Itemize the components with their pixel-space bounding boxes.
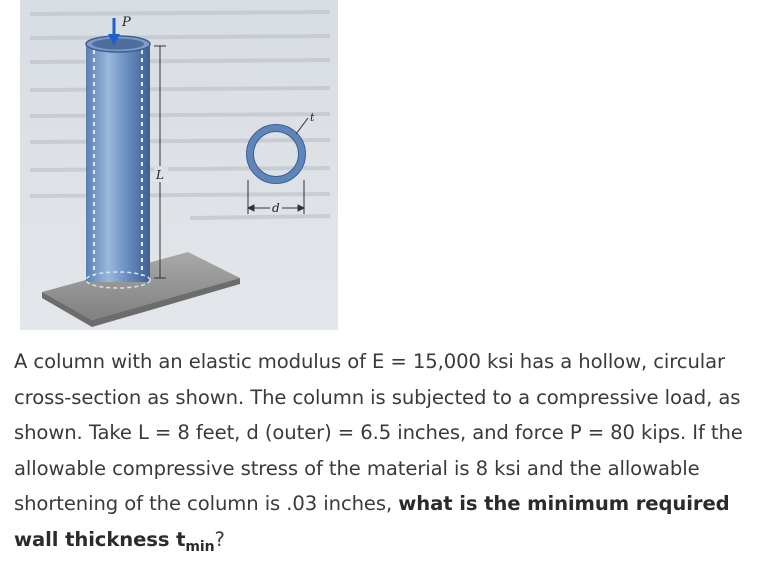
question-subscript: min: [185, 538, 215, 555]
problem-text: A column with an elastic modulus of E = 15,000 ksi has a hollow, circular cross-section as shown. The column is subjected to a compressive load, as shown. Take L = 8 feet, d (outer) = 6.5 inches, and force P = 80 kips. If the allowable compressive stress of the material is 8 ksi and the allowable shortening of the column is .03 inches,: [14, 350, 743, 515]
column-body: [86, 44, 150, 282]
column-figure: [20, 0, 338, 330]
load-label: P: [122, 15, 131, 30]
diameter-label: d: [272, 201, 280, 215]
problem-statement: [14, 344, 749, 557]
length-label: L: [156, 168, 164, 182]
column-top-hole: [92, 39, 144, 50]
question-mark: ?: [214, 527, 225, 551]
problem-paragraph: [14, 344, 749, 557]
problem-question: what is the minimum required wall thickness $t_{min}$: [14, 492, 730, 555]
column-diagram: [20, 0, 338, 330]
thickness-label: t: [310, 111, 315, 124]
